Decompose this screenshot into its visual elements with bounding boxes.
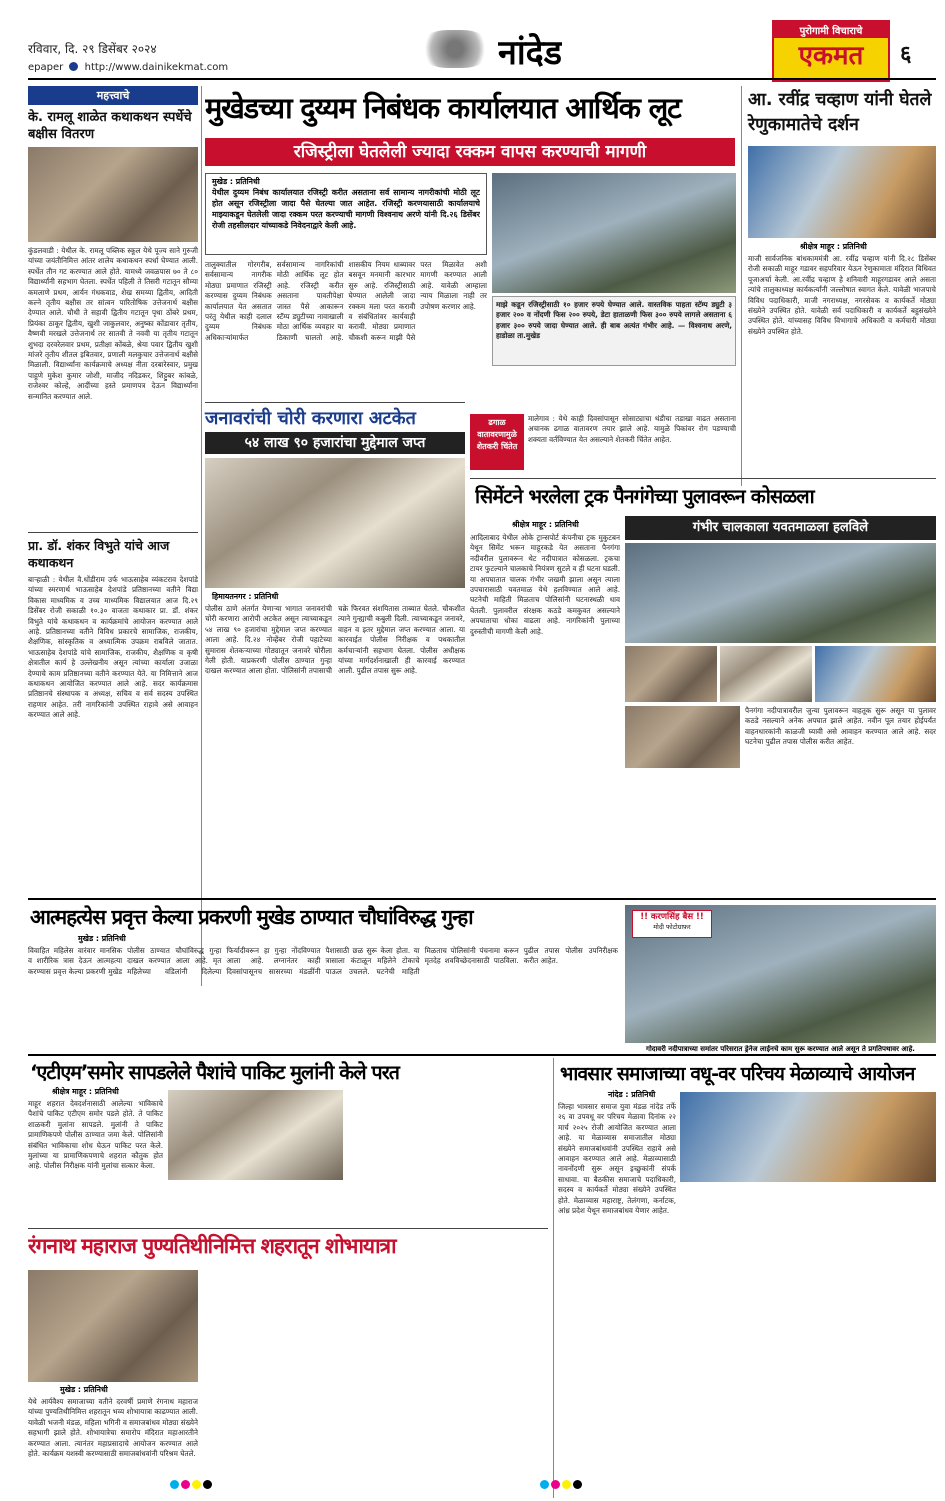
rangnath-photo: [28, 1270, 198, 1382]
lead-office-photo: [492, 173, 736, 293]
thief-photo: [205, 458, 465, 588]
atm-photo: [168, 1090, 343, 1180]
rt-headline: आ. रवींद्र चव्हाण यांनी घेतले रेणुकामातेचे दर्शन: [748, 90, 932, 135]
masthead-city: नांदेड: [498, 33, 562, 73]
divider: [28, 1228, 548, 1229]
atm-headline: ‘एटीएम’समोर सापडलेले पैशांचे पाकिट मुलांनी केले परत: [30, 1061, 400, 1084]
truck-body-2: [625, 772, 740, 898]
magenta-dot: [551, 1480, 560, 1489]
story2-body: बाऱ्हाळी : येथील वै.धोंडीराम उर्फ भाऊसाहेब व्यंकटराव देशपांडे यांच्या स्मरणार्थ भाऊसाहेब देशपांडे प्रतिष्ठानच्या वतीने विद्या विकास माध्यमिक व उच्च माध्यमिक विद्यालयात आज दि.२९ डिसेंबर रोजी सकाळी १०.३० वाजता कथाकार प्रा. डॉ. शंकर विभुते यांचे कथाकथन व कार्यक्रमांचे आयोजन करण्यात आले आहे. प्रतिष्ठानच्या वतीने विविध प्रकारचे सामाजिक, राजकीय, शैक्षणिक, सांस्कृतिक व अध्यात्मिक उपक्रम राबविले जातात. भाऊसाहेब देशपांडे यांचे सामाजिक, राजकीय, शैक्षणिक व कृषी क्षेत्रातील कार्य हे उल्लेखनीय असून त्यांच्या कार्याला उजाळा देण्याचे काम प्रतिष्ठानच्या वतीने करण्यात येते. या निमित्ताने आज कथाकथन आयोजित करण्यात आले आहे. सदर कार्यक्रमास प्रतिष्ठानचे संस्थापक व अध्यक्ष, सचिव व सर्व सदस्य उपस्थित राहणार आहेत. तरी नागरिकांनी उपस्थित राहावे असे आवाहन करण्यात आले आहे.: [28, 575, 198, 720]
truck-body: आदिलाबाद येथील ओके ट्रान्सपोर्ट कंपनीचा ट्रक मुकुटबन येथून सिमेंट भरून माहूरकडे येत असताना पैनगंगा नदीवरील पुलावरून थेट नदीपात्रात कोसळला. ट्रकचा टायर फुटल्याने चालकाचे नियंत्रण सुटले व ही घटना घडली. या अपघातात चालक गंभीर जखमी झाला असून त्याला उपचारासाठी यवतमाळ येथे हलविण्यात आले आहे. घटनेची माहिती मिळताच पोलिसांनी घटनास्थळी धाव घेतली. पुलावरील संरक्षक कठडे कमकुवत असल्याने अपघाताचा धोका वाढला आहे. नागरिकांनी पुलाच्या दुरुस्तीची मागणी केली आहे.: [470, 533, 620, 636]
atm-body-2: [168, 1184, 343, 1224]
story1-title: के. रामलू शाळेत कथाकथन स्पर्धेचे बक्षीस वितरण: [28, 110, 192, 142]
drainage-caption: गोदावरी नदीपात्राच्या समांतर परिसरात ड्रेनेज लाईनचे काम सुरू करण्यात आले असून ते प्रगतिपथावर आहे.: [646, 1045, 915, 1053]
lead-body-cont: [492, 370, 736, 398]
atm-byline: श्रीक्षेत्र माहूर : प्रतिनिधी: [52, 1087, 119, 1096]
rangnath-byline: मुखेड : प्रतिनिधी: [60, 1385, 108, 1394]
divider: [205, 402, 465, 403]
truck-photo-1: [625, 646, 717, 702]
thief-body: पोलीस ठाणे अंतर्गत येणाऱ्या भागात जनावरांची चोरी करणारा आरोपी अटकेत असून त्याच्याकडून ५४ लाख ९० हजारांचा मुद्देमाल जप्त करण्यात आला आहे. दि.२४ नोव्हेंबर रोजी पहाटेच्या सुमारास शेतकऱ्याच्या गोठ्यातून जनावरे चोरीला गेली होती. याप्रकरणी पोलीस ठाण्यात गुन्हा दाखल करण्यात आला होता. पोलिसांनी तपासाची चक्रे फिरवत संशयितास ताब्यात घेतले. चौकशीत त्याने गुन्ह्याची कबुली दिली. त्याच्याकडून जनावरे, वाहन व इतर मुद्देमाल जप्त करण्यात आला. या कारवाईत पोलीस निरीक्षक व पथकातील कर्मचाऱ्यांनी सहभाग घेतला. पोलीस अधीक्षक यांच्या मार्गदर्शनाखाली ही कारवाई करण्यात आली. पुढील तपास सुरू आहे.: [205, 604, 465, 676]
truck-body-3: पैनगंगा नदीपात्रावरील जुन्या पुलावरून वाहतूक सुरू असून या पुलावर कठडे नसल्याने अनेक अपघात झाले आहेत. नवीन पूल तयार होईपर्यंत वाहनधारकांनी काळजी घ्यावी असे आवाहन करण्यात आले आहे. सदर घटनेचा पुढील तपास पोलीस करीत आहेत.: [745, 706, 936, 747]
registration-marks: [540, 1480, 582, 1489]
truck-photo-3: [815, 646, 936, 702]
truck-photo-2: [720, 646, 812, 702]
brand-name: एकमत: [798, 41, 864, 71]
column-rule: [201, 86, 202, 986]
rt-body: माजी सार्वजनिक बांधकाममंत्री आ. रवींद्र चव्हाण यांनी दि.२८ डिसेंबर रोजी सकाळी माहूर गडावर सहपरिवार येऊन रेणुकामाता मंदिरात विधिवत पूजाअर्चा केली. आ.रवींद्र चव्हाण हे शनिवारी माहूरगडावर आले असता त्यांचे तालुकाध्यक्ष कार्यकर्त्यांनी जल्लोषात स्वागत केले. यावेळी भाजपाचे विविध पदाधिकारी, माजी नगराध्यक्ष, नगरसेवक व कार्यकर्ते मोठ्या संख्येने उपस्थित होते. यावेळी सर्व पदाधिकारी व कार्यकर्ते बहुसंख्येने उपस्थित होते. यांच्यासह विविध विभागाचे अधिकारी व कर्मचारी मोठ्या संख्येने उपस्थित होते.: [748, 254, 936, 336]
bhavsar-byline: नांदेड : प्रतिनिधी: [608, 1090, 656, 1099]
epaper-bar: [28, 62, 228, 73]
lead-intro: येथील दुय्यम निबंध कार्यालयात रजिस्ट्री करीत असताना सर्व सामान्य नागरीकांची मोठी लूट होत असून रजिस्ट्रीला जादा पैसे घेतल्या जात आहेत. रजिस्ट्री करणयासाठी कार्यालयाचे माझ्याकडून घेतलेली जादा रक्कम परत करण्याची मागणी विश्वनाथ अरणे यांनी दि.२६ डिसेंबर रोजी तहसीलदार यांच्याकडे निवेदनाद्वारे केली आहे.: [212, 188, 480, 230]
column-rule: [741, 86, 742, 486]
rt-photo: [748, 146, 936, 238]
lead-intro-box: [205, 173, 487, 255]
truck-byline: श्रीक्षेत्र माहूर : प्रतिनिधी: [512, 520, 579, 529]
photographer-sub: मोदी फोटोग्राफ़र: [653, 923, 691, 931]
divider: [470, 478, 936, 479]
truck-title: सिमेंटने भरलेला ट्रक पैनगंगेच्या पुलावरून कोसळला: [475, 485, 814, 508]
lead-subhead: रजिस्ट्रीला घेतलेली ज्यादा रक्कम वापस करण्याची मागणी: [205, 138, 735, 166]
story2-title: प्रा. डॉ. शंकर विभुते यांचे आज कथाकथन: [28, 538, 170, 570]
rangnath-body-2: [204, 1270, 548, 1480]
suicide-headline: आत्महत्येस प्रवृत्त केल्या प्रकरणी मुखेड ठाण्यात चौघांविरुद्ध गुन्हा: [30, 905, 473, 929]
brand-logo: [772, 20, 890, 82]
registration-marks: [170, 1480, 212, 1489]
divider: [28, 898, 936, 900]
bhavsar-body-2: [680, 1186, 936, 1498]
page-number: ६: [900, 42, 912, 67]
truck-photo-main: [625, 543, 936, 643]
column-rule: [553, 1058, 554, 1498]
rt-byline: श्रीक्षेत्र माहूर : प्रतिनिधी: [800, 242, 867, 251]
photographer-badge: [632, 910, 712, 938]
globe-icon: [69, 62, 78, 71]
section-label: महत्त्वाचे: [28, 86, 198, 105]
photographer-name: !! करणसिंह बैस !!: [640, 912, 704, 922]
bhavsar-body-1: जिल्हा भावसार समाज युवा मंडळ नांदेड तर्फे २६ वा उपवधू वर परिचय मेळावा दिनांक २२ मार्च २०२५ रोजी आयोजित करण्यात आला आहे. या मेळाव्यास समाजातील मोठ्या संख्येने समाजबांधवांनी उपस्थित राहावे असे आवाहन करण्यात आले आहे. मेळाव्यासाठी नावनोंदणी सुरू असून इच्छुकांनी संपर्क साधावा. या बैठकीस समाजाचे पदाधिकारी, सदस्य व कार्यकर्ते मोठ्या संख्येने उपस्थित होते. मेळाव्यास महाराष्ट्र, तेलंगणा, कर्नाटक, आंध्र प्रदेश येथून समाजबांधव येणार आहेत.: [558, 1102, 676, 1216]
brand-tagline: पुरोगामी विचाराचे: [774, 22, 888, 38]
divider: [28, 1054, 936, 1056]
magenta-dot: [181, 1480, 190, 1489]
suicide-body: विवाहित महिलेस वारंवार मानसिक व शारीरिक त्रास देऊन आत्महत्या करण्यास प्रवृत्त केल्या प्रकरणी मुखेड पोलीस ठाण्यात चौघांविरुद्ध गुन्हा दाखल करण्यात आला आहे. मृत महिलेच्या वडिलांनी दिलेल्या फिर्यादीवरून हा गुन्हा नोंदविण्यात आला आहे. लग्नानंतर काही दिवसांपासूनच सासरच्या मंडळींनी पैशासाठी छळ सुरू केला होता. या त्रासाला कंटाळून महिलेने टोकाचे पाऊल उचलले. घटनेची माहिती मिळताच पोलिसांनी पंचनामा करून मृतदेह शवविच्छेदनासाठी पाठविला. पुढील तपास पोलीस उपनिरीक्षक करीत आहेत.: [28, 946, 618, 976]
thief-subhead: ५४ लाख ९० हजारांचा मुद्देमाल जप्त: [205, 432, 465, 454]
rangnath-body: येथे आर्यवैश्य समाजाच्या वतीने दरवर्षी प्रमाणे रंगनाथ महाराज यांच्या पुण्यतिथीनिमित्त शहरातून भव्य शोभायात्रा काढण्यात आली. यावेळी भजनी मंडळ, महिला भगिनी व समाजबांधव मोठ्या संख्येने सहभागी झाले होते. शोभायात्रेचा समारोप मंदिरात महाआरतीने करण्यात आला. त्यानंतर महाप्रसादाचे आयोजन करण्यात आले होते. कार्यक्रम यशस्वी करण्यासाठी समाजबांधवांनी परिश्रम घेतले.: [28, 1397, 198, 1459]
bhavsar-photo: [680, 1092, 936, 1182]
black-dot: [573, 1480, 582, 1489]
bhavsar-headline: भावसार समाजाच्या वधू-वर परिचय मेळाव्याचे आयोजन: [560, 1063, 915, 1085]
left-column: [28, 86, 198, 991]
rangnath-headline: रंगनाथ महाराज पुण्यतिथीनिमित्त शहरातून शोभायात्रा: [28, 1234, 396, 1258]
epaper-label: epaper: [28, 62, 64, 73]
cyan-dot: [170, 1480, 179, 1489]
black-dot: [203, 1480, 212, 1489]
masthead-rule: [28, 78, 936, 80]
yellow-dot: [562, 1480, 571, 1489]
weather-tag: ढगाळ वातावरणामुळे शेतकरी चिंतेत: [470, 414, 524, 470]
masthead-map-logo: [420, 30, 490, 68]
atm-body: माहूर शहरात देवदर्शनासाठी आलेल्या भाविकाचे पैशांचे पाकिट एटीएम समोर पडले होते. ते पाकिट शाळकरी मुलांना सापडले. मुलांनी ते पाकिट प्रामाणिकपणे पोलीस ठाण्यात जमा केले. पोलिसांनी संबंधित भाविकाचा शोध घेऊन पाकिट परत केले. मुलांच्या या प्रामाणिकपणाचे शहरात कौतुक होत आहे. पोलीस निरीक्षक यांनी मुलांचा सत्कार केला.: [28, 1099, 163, 1171]
atm-body-3: [348, 1090, 548, 1224]
thief-byline: हिमायतनगर : प्रतिनिधी: [212, 592, 279, 601]
website-url[interactable]: http://www.dainikekmat.com: [84, 62, 229, 73]
lead-quote-box: [492, 296, 736, 366]
story1-photo: [28, 147, 198, 242]
lead-byline: मुखेड : प्रतिनिधी: [212, 177, 260, 186]
story1-body: कुंडलवाडी : येथील के. रामलू पब्लिक स्कूल येथे पूज्य साने गुरुजी यांच्या जयंतीनिमित्त आंतर शालेय कथाकथन स्पर्धा घेण्यात आली. स्पर्धेत तीन गट करण्यात आले होते. यामध्ये जवळपास ७० ते ८० विद्यार्थ्यांनी सहभाग घेतला. स्पर्धेत पहिली ते तिसरी गटातून सौम्या कमलाणे प्रथम, आर्यन गंधकवाड, शेख समय्या द्वितीय, आदिती कल्ने तृतीय बक्षीस तर सांत्वन पारितोषिक उत्तेजनार्थ बक्षीस देण्यात आले. चौथी ते सहावी द्वितीय गटातून पृथा ठोंबरे प्रथम, प्रियंका ठाकूर द्वितीय, खुशी जाकुलवार, अनुष्का कोंडावार तृतीय, वैष्णवी मरखले उत्तेजनार्थ तर सातवी ते नववी या तृतीय गटातून शुभदा दरवरेलवार प्रथम, प्रतीक्षा कोंबळे, श्रेया पवार द्वितीय खुशी मांजरे तृतीय शीतल इबितवार, प्रणाली मलकुचार उत्तेजनार्थ बक्षीसे मिळाली. विद्यार्थ्यांना कार्यक्रमाचे अध्यक्ष नीता दरबारेस्वार, प्रमुख पाहुणे मुकेश कुमार जोशी, माजीद नदिडकर, शिट्टुबर कांबळे, राजेश्वर कोल्हे, आदींच्या हस्ते प्रमाणपत्र देऊन विद्यार्थ्यांना सन्मानित करण्यात आले.: [28, 246, 198, 401]
weather-body: मालेगाव : येथे काही दिवसांपासून सोसाट्याचा थंडीचा तडाखा वाढत असताना अचानक ढगाळ वातावरण तयार झाले आहे. यामुळे पिकांवर रोग पडण्याची शक्यता वर्तविण्यात येत असल्याने शेतकरी चिंतेत आहेत.: [528, 414, 736, 444]
divider: [28, 532, 198, 533]
truck-subhead: गंभीर चालकाला यवतमाळला हलविले: [625, 516, 936, 540]
suicide-byline: मुखेड : प्रतिनिधी: [78, 934, 126, 943]
cyan-dot: [540, 1480, 549, 1489]
masthead: [0, 0, 945, 82]
thief-title: जनावरांची चोरी करणारा अटकेत: [205, 408, 416, 429]
yellow-dot: [192, 1480, 201, 1489]
lead-quote: माझे कडून रजिस्ट्रीसाठी १० हजार रुपये घेण्यात आले. वास्तविक पाहता स्टॅम्प ड्युटी ३ हजार २०० व नोंदणी फिस २०० रुपये, डेटा हाताळणी फिस ३०० रुपये लागले असताना ६ हजार ३०० रुपये जादा घेण्यात आले. ही बाब अत्यंत गंभीर आहे. — विश्वनाथ अरणे, हाडोळा ता.मुखेड: [496, 300, 732, 341]
lead-headline: मुखेडच्या दुय्यम निबंधक कार्यालयात आर्थिक लूट: [205, 91, 681, 125]
lead-body: तालुक्यातील गोरगरीब, सर्वसामान्य नागरीक मोठ्या प्रमाणात रजिस्ट्री करण्यास दुय्यम निबंधक कार्यालयात येत असतात परंतु येथील काही दलाल दुय्यम निबंधक अधिकाऱ्यांमार्फत सर्वसामान्य नागरिकांची मोठी आर्थिक लूट होत आहे. रजिस्ट्री करीत असताना पावतीपेक्षा जास्त पैसे आकारून स्टॅम्प ड्युटीच्या नावाखाली मोठा आर्थिक व्यवहार या ठिकाणी चालतो आहे. शासकीय नियम धाब्यावर बसवून मनमानी कारभार सुरु आहे. रजिस्ट्रीसाठी घेण्यात आलेली जादा रक्कम मला परत करावी व संबंधितांवर कार्यवाही करावी. मोठ्या प्रमाणात चौकशी करून माझी पैसे परत मिळावेत अशी मागणी करण्यात आली आहे. यावेळी आम्हाला न्याय मिळाला नाही तर उपोषण करणार आहे.: [205, 260, 487, 342]
masthead-date: रविवार, दि. २९ डिसेंबर २०२४: [28, 42, 157, 56]
driver-photo: [625, 706, 740, 768]
